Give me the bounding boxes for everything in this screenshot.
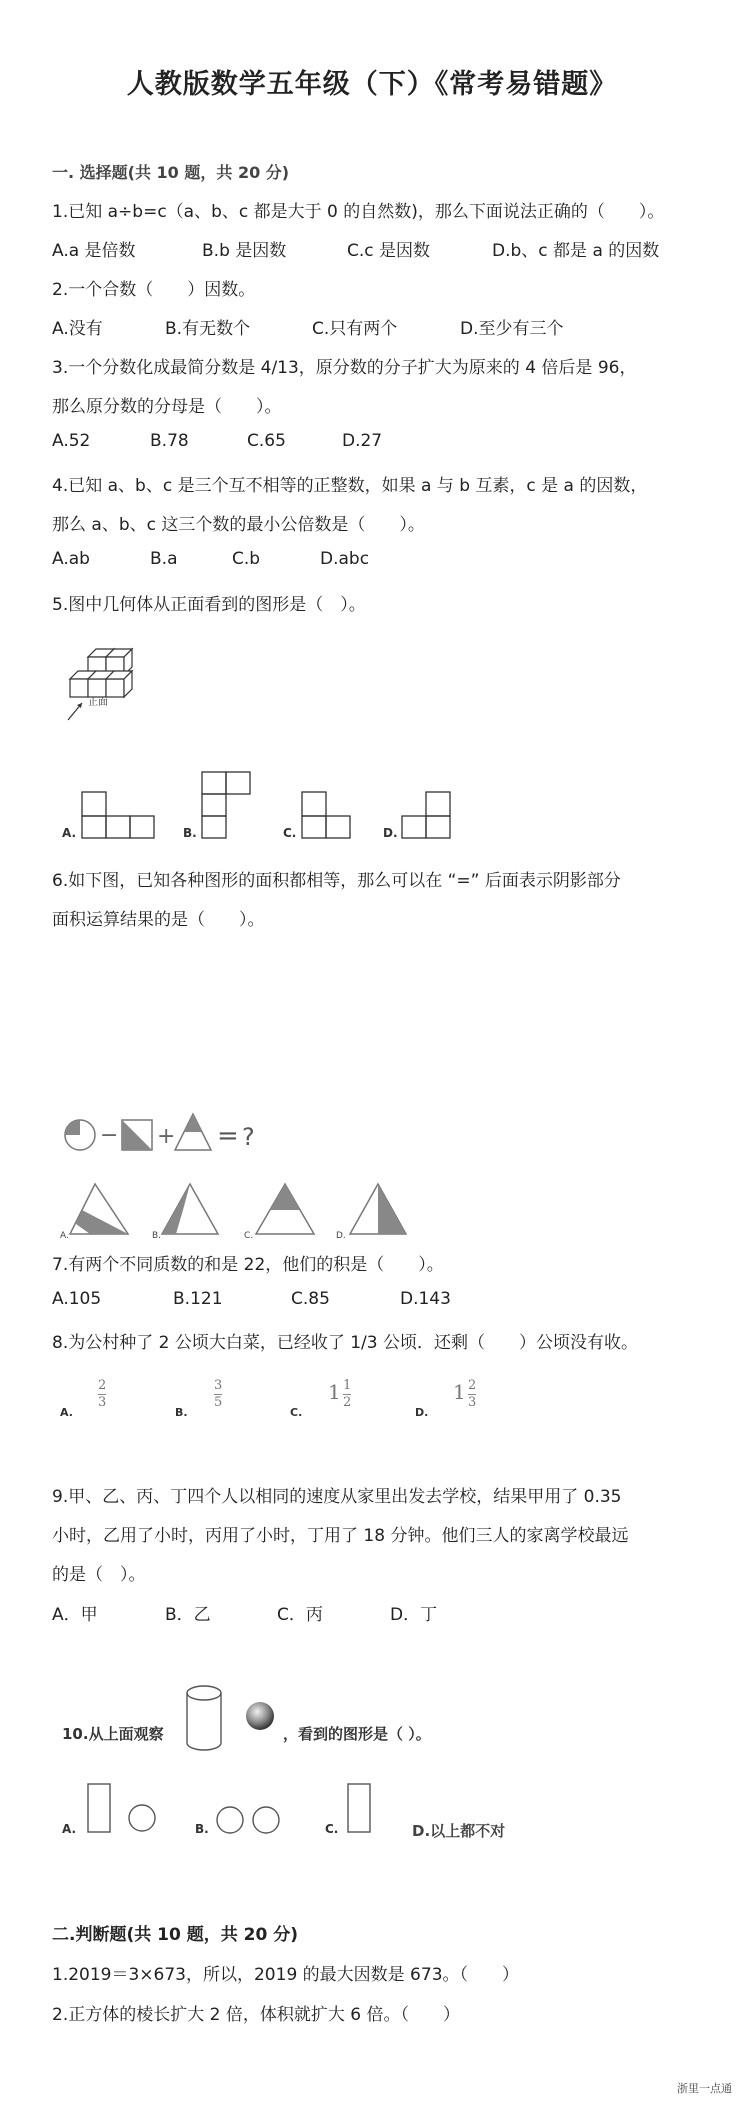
question-10-option-c-figure bbox=[344, 1780, 380, 1838]
question-8-option-a-fraction: $\frac{2}{3}$ bbox=[98, 1378, 107, 1410]
question-1-stem: 1.已知 a÷b=c（a、b、c 都是大于 0 的自然数)，那么下面说法正确的（ ）。 bbox=[52, 202, 665, 222]
question-2-stem: 2.一个合数（ ）因数。 bbox=[52, 280, 256, 300]
equals-sign: = bbox=[217, 1121, 239, 1151]
question-7-option-c: C.85 bbox=[291, 1289, 330, 1309]
question-10-option-c-label: C. bbox=[325, 1822, 339, 1836]
question-4-stem-line2: 那么 a、b、c 这三个数的最小公倍数是（ ）。 bbox=[52, 515, 425, 535]
question-6-option-c-label: C. bbox=[244, 1231, 254, 1240]
sphere-figure bbox=[244, 1700, 276, 1732]
footer-watermark: 浙里一点通 bbox=[677, 2082, 732, 2095]
question-4-option-b: B.a bbox=[150, 549, 178, 569]
question-3-stem-line1: 3.一个分数化成最简分数是 4/13，原分数的分子扩大为原来的 4 倍后是 96， bbox=[52, 358, 637, 378]
question-8-option-c-fraction: $\frac{1}{2}$ bbox=[343, 1378, 352, 1410]
question-6-option-a-label: A. bbox=[60, 1231, 69, 1240]
question-8-option-d-whole: 1 bbox=[453, 1380, 466, 1404]
question-8-option-d-fraction: $\frac{2}{3}$ bbox=[468, 1378, 477, 1410]
question-6-option-d-label: D. bbox=[336, 1231, 346, 1240]
question-10-option-a-figure bbox=[84, 1780, 164, 1838]
question-10-option-b-label: B. bbox=[195, 1822, 209, 1836]
question-7-option-a: A.105 bbox=[52, 1289, 102, 1309]
page-title: 人教版数学五年级（下）《常考易错题》 bbox=[126, 69, 618, 100]
question-5-option-c-label: C. bbox=[283, 826, 297, 840]
question-1-option-c: C.c 是因数 bbox=[347, 241, 431, 261]
minus-sign: − bbox=[100, 1123, 119, 1148]
question-2-option-d: D.至少有三个 bbox=[460, 319, 564, 339]
question-8-option-c-label: C. bbox=[290, 1406, 303, 1419]
question-5-option-d-figure bbox=[400, 790, 460, 840]
question-8-option-a-label: A. bbox=[60, 1406, 73, 1419]
question-3-option-d: D.27 bbox=[342, 431, 383, 451]
question-8-stem: 8.为公村种了 2 公顷大白菜，已经收了 1/3 公顷．还剩（ ）公顷没有收。 bbox=[52, 1333, 639, 1353]
question-5-option-d-label: D. bbox=[383, 826, 398, 840]
question-5-option-b-figure bbox=[200, 770, 260, 840]
question-5-option-c-figure bbox=[300, 790, 360, 840]
question-6-stem-line1: 6.如下图，已知各种图形的面积都相等，那么可以在 “=” 后面表示阴影部分 bbox=[52, 871, 621, 891]
question-2-option-c: C.只有两个 bbox=[312, 319, 398, 339]
question-9-option-c: C．丙 bbox=[277, 1605, 323, 1625]
section-heading-judgement: 二.判断题(共 10 题，共 20 分) bbox=[52, 1925, 298, 1945]
question-7-option-b: B.121 bbox=[173, 1289, 223, 1309]
question-10-option-b-figure bbox=[214, 1800, 286, 1838]
question-3-stem-line2: 那么原分数的分母是（ ）。 bbox=[52, 397, 282, 417]
plus-sign: + bbox=[157, 1124, 176, 1149]
question-4-stem-line1: 4.已知 a、b、c 是三个互不相等的正整数，如果 a 与 b 互素，c 是 a 的因数， bbox=[52, 476, 648, 496]
cylinder-figure bbox=[182, 1683, 230, 1755]
question-10-stem-part2: ，看到的图形是（ ）。 bbox=[283, 1725, 431, 1743]
question-5-option-b-label: B. bbox=[183, 826, 197, 840]
question-3-option-a: A.52 bbox=[52, 431, 91, 451]
judgement-1: 1.2019＝3×673，所以，2019 的最大因数是 673。（ ） bbox=[52, 1965, 520, 1985]
question-5-option-a-label: A. bbox=[62, 826, 77, 840]
question-4-option-c: C.b bbox=[232, 549, 261, 569]
question-10-option-d: D.以上都不对 bbox=[412, 1822, 506, 1840]
cube-stack-figure bbox=[60, 635, 170, 725]
question-1-option-b: B.b 是因数 bbox=[202, 241, 287, 261]
front-label: 正面 bbox=[88, 697, 108, 708]
question-6-option-b-label: B. bbox=[152, 1231, 162, 1240]
question-6-stem-line2: 面积运算结果的是（ ）。 bbox=[52, 910, 265, 930]
question-4-option-a: A.ab bbox=[52, 549, 90, 569]
question-8-option-c-whole: 1 bbox=[328, 1380, 341, 1404]
question-3-option-c: C.65 bbox=[247, 431, 286, 451]
question-9-stem-line1: 9.甲、乙、丙、丁四个人以相同的速度从家里出发去学校，结果甲用了 0.35 bbox=[52, 1487, 622, 1507]
question-9-stem-line2: 小时，乙用了小时，丙用了小时，丁用了 18 分钟。他们三人的家离学校最远 bbox=[52, 1526, 629, 1546]
question-10-stem-part1: 10.从上面观察 bbox=[62, 1725, 164, 1743]
question-5-option-a-figure bbox=[80, 790, 160, 840]
question-5-stem: 5.图中几何体从正面看到的图形是（ ）。 bbox=[52, 595, 366, 615]
question-2-option-b: B.有无数个 bbox=[165, 319, 251, 339]
question-1-option-a: A.a 是倍数 bbox=[52, 241, 136, 261]
area-equation-figure bbox=[60, 1110, 290, 1160]
question-9-option-b: B．乙 bbox=[165, 1605, 211, 1625]
question-8-option-d-label: D. bbox=[415, 1406, 429, 1419]
question-2-option-a: A.没有 bbox=[52, 319, 103, 339]
section-heading-choice: 一. 选择题(共 10 题，共 20 分) bbox=[52, 163, 290, 182]
judgement-2: 2.正方体的棱长扩大 2 倍，体积就扩大 6 倍。（ ） bbox=[52, 2005, 460, 2025]
question-mark: ? bbox=[242, 1123, 255, 1151]
question-7-stem: 7.有两个不同质数的和是 22，他们的积是（ ）。 bbox=[52, 1255, 444, 1275]
question-8-option-b-label: B. bbox=[175, 1406, 188, 1419]
question-10-option-a-label: A. bbox=[62, 1822, 77, 1836]
question-9-option-a: A．甲 bbox=[52, 1605, 98, 1625]
question-9-option-d: D．丁 bbox=[390, 1605, 438, 1625]
question-7-option-d: D.143 bbox=[400, 1289, 451, 1309]
question-1-option-d: D.b、c 都是 a 的因数 bbox=[492, 241, 660, 261]
question-4-option-d: D.abc bbox=[320, 549, 370, 569]
question-8-option-b-fraction: $\frac{3}{5}$ bbox=[214, 1378, 223, 1410]
question-3-option-b: B.78 bbox=[150, 431, 189, 451]
question-6-options-figure bbox=[60, 1180, 420, 1240]
question-9-stem-line3: 的是（ ）。 bbox=[52, 1565, 146, 1585]
